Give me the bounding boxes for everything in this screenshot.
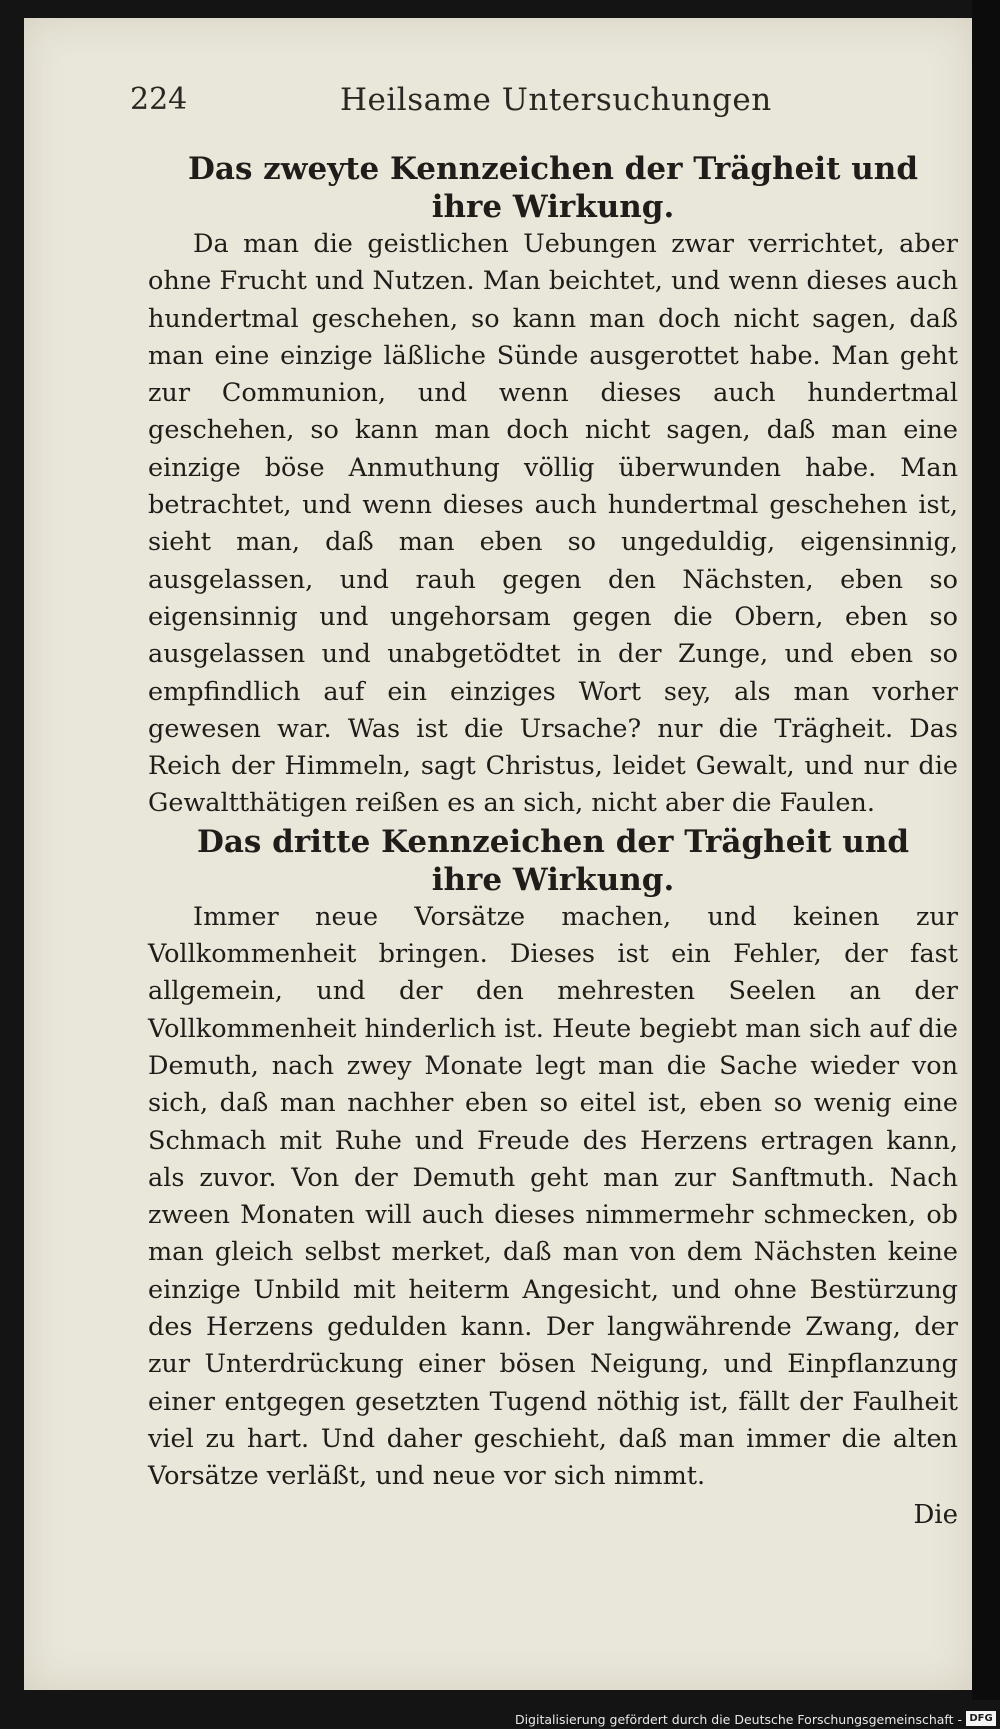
digitization-credit: Digitalisierung gefördert durch die Deutsche Forschungsgemeinschaft - [514,1712,962,1727]
section-text-third-sign: Immer neue Vorsätze machen, und keinen zur Vollkommenheit bringen. Dieses ist ein Fehler, der fast allgemein, und der den mehresten Seelen an der Vollkommenheit hinderlich ist. Heute begiebt man sich auf die Demuth, nach zwey Monate legt man die Sache wieder von sich, daß man nachher eben so eitel ist, eben so wenig eine Schmach mit Ruhe und Freude des Herzens ertragen kann, als zuvor. Von der Demuth geht man zur Sanftmuth. Nach zween Monaten will auch dieses nimmermehr schmecken, ob man gleich selbst merket, daß man von dem Nächsten keine einzige Unbild mit heiterm Angesicht, und ohne Bestürzung des Herzens gedulden kann. Der langwährende Zwang, der zur Unterdrückung einer bösen Neigung, und Einpflanzung einer entgegen gesetzten Tugend nöthig ist, fällt der Faulheit viel zu hart. Und daher geschieht, daß man immer die alten Vorsätze verläßt, und neue vor sich nimmt. [148,901,958,1492]
catchword: Die [913,1499,958,1530]
section-heading-third-sign: Das dritte Kennzeichen der Trägheit und ihre Wirkung. [196,823,910,898]
page-body [148,150,958,1534]
page-number: 224 [130,82,188,117]
page-edge-shadow [972,0,1000,1700]
section-text-second-sign: Da man die geistlichen Uebungen zwar verrichtet, aber ohne Frucht und Nutzen. Man beichtet, und wenn dieses auch hundertmal geschehen, so kann man doch nicht sagen, daß man eine einzige läßliche Sünde ausgerottet habe. Man geht zur Communion, und wenn dieses auch hundertmal geschehen, so kann man doch nicht sagen, daß man eine einzige böse Anmuthung völlig überwunden habe. Man betrachtet, und wenn dieses auch hundertmal geschehen ist, sieht man, daß man eben so ungeduldig, eigensinnig, ausgelassen, und rauh gegen den Nächsten, eben so eigensinnig und ungehorsam gegen die Obern, eben so ausgelassen und unabgetödtet in der Zunge, und eben so empfindlich auf ein einziges Wort sey, als man vorher gewesen war. Was ist die Ursache? nur die Trägheit. Das Reich der Himmeln, sagt Christus, leidet Gewalt, und nur die Gewaltthätigen reißen es an sich, nicht aber die Faulen. [148,229,958,819]
page-header [130,82,870,132]
running-head: Heilsame Untersuchungen [340,82,772,118]
dfg-logo: DFG [966,1711,996,1726]
section-heading-second-sign: Das zweyte Kennzeichen der Trägheit und ihre Wirkung. [187,151,919,225]
